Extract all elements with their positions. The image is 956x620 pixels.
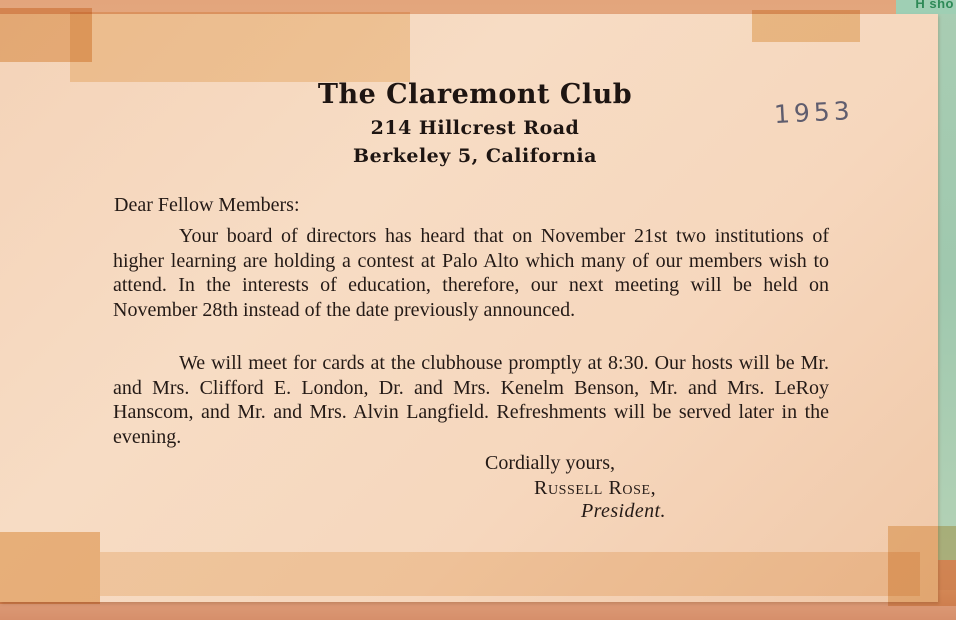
tape-top [70, 12, 410, 82]
salutation: Dear Fellow Members: [114, 194, 300, 216]
signer-title: President. [581, 500, 666, 522]
letter-paragraph-2: We will meet for cards at the clubhouse promptly at 8:30. Our hosts will be Mr. and Mrs. Clifford E. London, Dr. and Mrs. Kenelm Benson, Mr. and Mrs. LeRoy Hanscom, and Mr. and Mrs. Alvin Langfield. Refreshments will be served later in the evening. [113, 352, 829, 448]
tape-bottom-left [0, 532, 100, 604]
tape-top-right [752, 10, 860, 42]
club-name: The Claremont Club [317, 79, 633, 110]
signer-name: Russell Rose, [534, 477, 657, 499]
letter-paragraph-1: Your board of directors has heard that on November 21st two institutions of higher learning are holding a contest at Palo Alto which many of our members wish to attend. In the interests of education, therefore, our next meeting will be held on November 28th instead of the date previously announced. [113, 225, 829, 321]
green-paper-strip [936, 0, 956, 560]
club-city: Berkeley 5, California [353, 145, 597, 167]
club-address: 214 Hillcrest Road [370, 117, 580, 139]
corner-note-strip [896, 0, 956, 14]
letterhead [260, 76, 690, 170]
tape-bottom-right [888, 526, 956, 606]
closing: Cordially yours, [485, 452, 615, 474]
handwritten-year: 1953 [773, 95, 855, 130]
corner-note-text: H sho [915, 0, 954, 11]
tape-bottom [100, 552, 920, 596]
